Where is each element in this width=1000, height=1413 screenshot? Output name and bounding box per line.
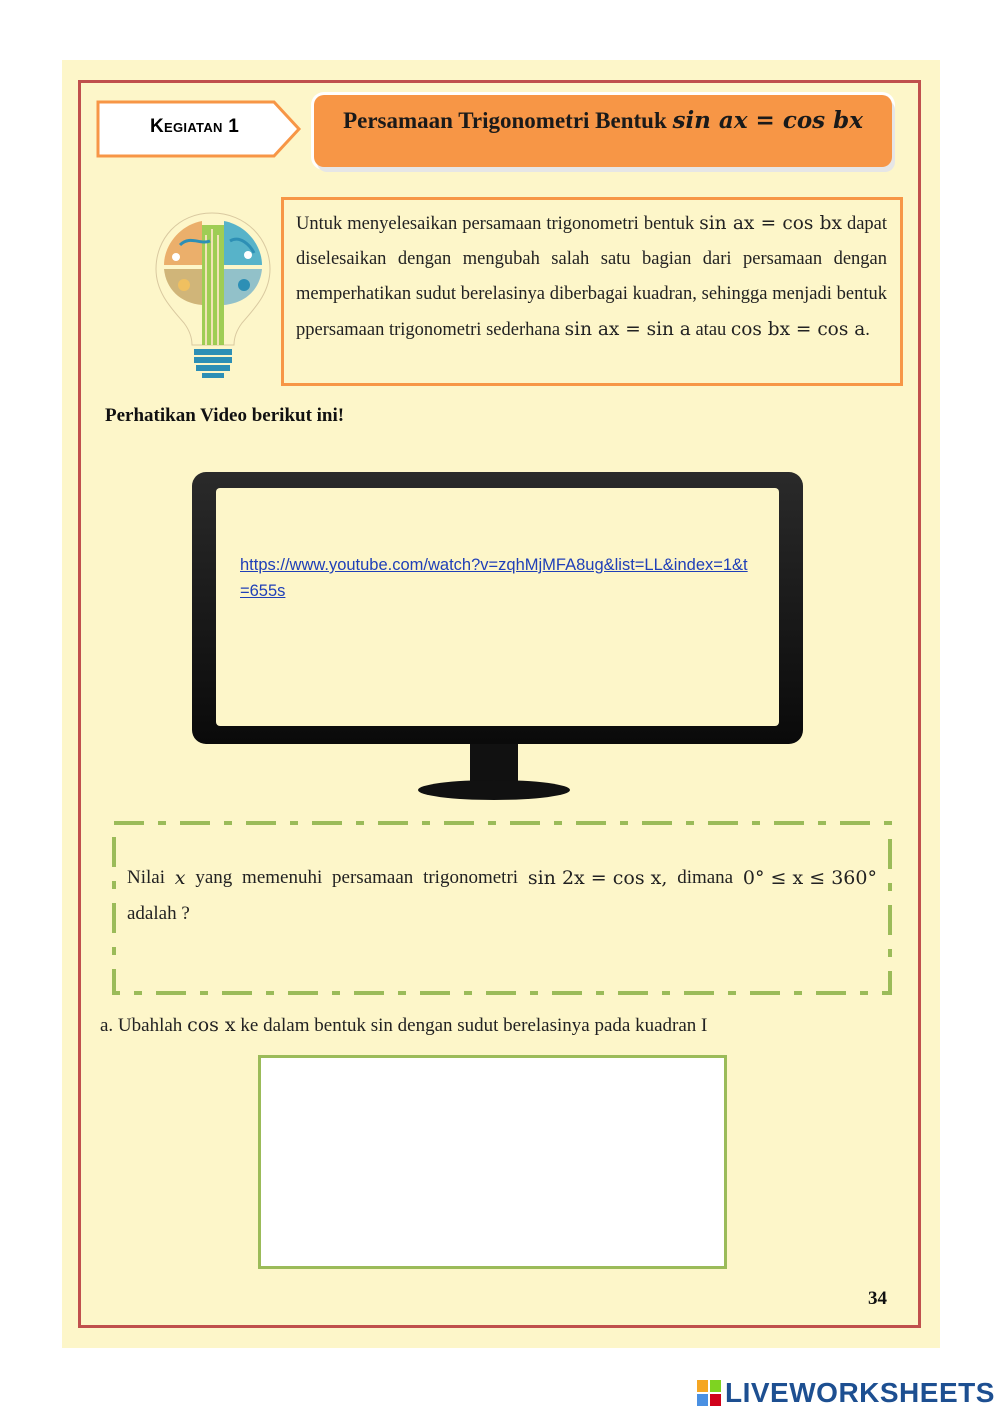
activity-tag: [96, 100, 302, 158]
question-variable: x: [174, 867, 186, 889]
title-formula: sin ax = cos bx: [672, 107, 863, 134]
lightbulb-infographic-icon: [150, 205, 275, 380]
brand-logo[interactable]: [697, 1376, 995, 1410]
intro-part-1: Untuk menyelesaikan persamaan trigonometri bentuk: [296, 214, 695, 234]
question-word: trigonometri: [423, 867, 519, 888]
answer-box: [258, 1055, 727, 1269]
sub-question-part-2: ke dalam bentuk sin dengan sudut berelasinya pada kuadran I: [240, 1015, 708, 1036]
sub-question-part-1: a. Ubahlah: [100, 1015, 183, 1036]
page-title: [314, 107, 892, 134]
intro-box: [281, 197, 903, 386]
question-text: [127, 860, 877, 932]
intro-part-3: atau: [695, 320, 727, 340]
question-word: yang: [195, 867, 233, 888]
video-heading: Perhatikan Video berikut ini!: [105, 405, 345, 426]
question-word: Nilai: [127, 867, 165, 888]
question-domain: 0° ≤ x ≤ 360°: [742, 867, 877, 889]
monitor-icon: [190, 470, 805, 802]
question-word: persamaan: [332, 867, 414, 888]
activity-label: Kegiatan 1: [150, 116, 240, 137]
question-word: dimana: [677, 867, 734, 888]
intro-formula-1: sin ax = cos bx: [699, 213, 842, 234]
question-word: memenuhi: [242, 867, 323, 888]
brand-name: LIVEWORKSHEETS: [725, 1377, 995, 1408]
question-formula: sin 2x = cos x,: [527, 867, 668, 889]
sub-question-formula: cos x: [187, 1014, 236, 1036]
intro-formula-2: sin ax = sin a: [564, 319, 691, 340]
intro-formula-3: cos bx = cos a: [730, 319, 866, 340]
answer-input[interactable]: [261, 1058, 724, 1266]
sub-question: [100, 1014, 707, 1037]
title-banner: [314, 95, 892, 167]
intro-part-2: dapat diselesaikan dengan mengubah salah satu bagian dari persamaan dengan memperhatikan sudut berelasinya diberbagai kuadran, sehingga menjadi bentuk ppersamaan trigonometri sederhana: [296, 214, 888, 340]
title-prefix: Persamaan Trigonometri Bentuk: [343, 108, 667, 133]
intro-part-4: .: [865, 320, 870, 340]
liveworksheets-logo-icon: [697, 1380, 721, 1406]
page-number: 34: [868, 1288, 887, 1309]
intro-text: [296, 206, 887, 348]
video-link[interactable]: https://www.youtube.com/watch?v=zqhMjMFA8ug&list=LL&index=1&t=655s: [240, 556, 748, 600]
question-ending: adalah ?: [127, 903, 190, 924]
